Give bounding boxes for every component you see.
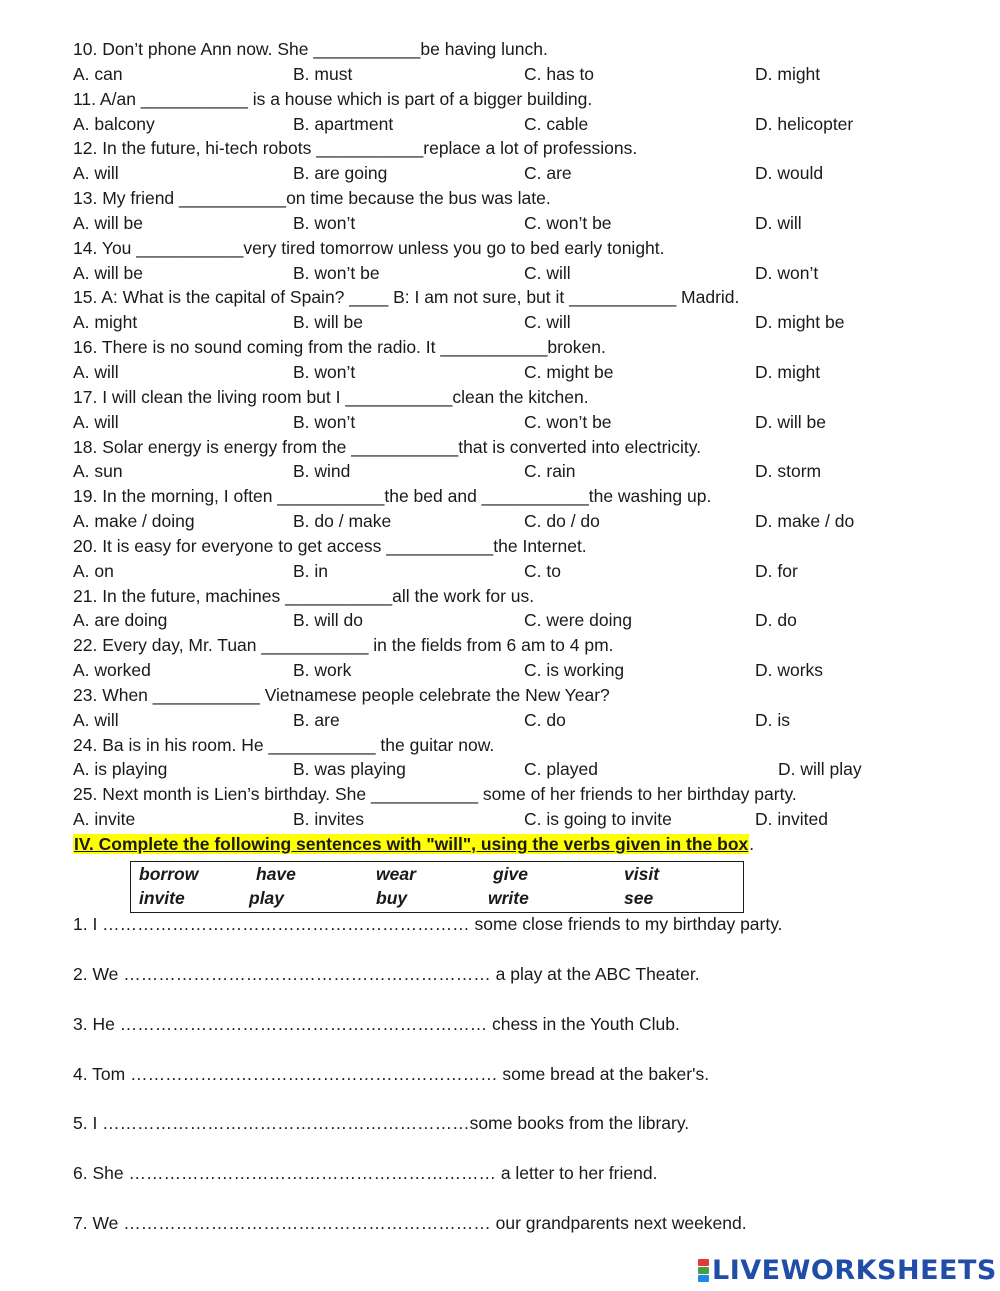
option-c[interactable]: C. is working — [524, 660, 625, 681]
verb-buy: buy — [376, 888, 408, 908]
option-a[interactable]: A. can — [73, 63, 123, 84]
option-b[interactable]: B. must — [293, 63, 353, 84]
options-row — [73, 459, 973, 484]
logo-mark-block — [698, 1275, 709, 1282]
fill-sentence[interactable]: 4. Tom ……………………………………………………… some bread at the baker's. — [73, 1064, 710, 1084]
option-d[interactable]: D. is — [755, 709, 790, 730]
question-line: 19. In the morning, I often ___________the bed and ___________the washing up. — [73, 486, 712, 507]
option-d[interactable]: D. make / do — [755, 511, 855, 532]
option-a[interactable]: A. worked — [73, 660, 151, 681]
question-line: 20. It is easy for everyone to get access ___________the Internet. — [73, 535, 587, 556]
option-b[interactable]: B. won’t — [293, 212, 356, 233]
option-d[interactable]: D. might be — [755, 312, 845, 333]
option-a[interactable]: A. on — [73, 560, 114, 581]
question-line: 11. A/an ___________ is a house which is part of a bigger building. — [73, 88, 593, 109]
option-b[interactable]: B. won’t — [293, 411, 356, 432]
verb-write: write — [488, 888, 529, 908]
option-c[interactable]: C. do — [524, 709, 566, 730]
options-row — [73, 261, 973, 286]
heading-period: . — [749, 834, 755, 854]
option-d[interactable]: D. will be — [755, 411, 826, 432]
section-heading-row — [73, 832, 973, 857]
logo-mark-block — [698, 1267, 709, 1274]
question-line: 14. You ___________very tired tomorrow unless you go to bed early tonight. — [73, 237, 665, 258]
option-c[interactable]: C. is going to invite — [524, 809, 672, 830]
option-d[interactable]: D. won’t — [755, 262, 819, 283]
options-row — [73, 360, 973, 385]
logo-mark-icon — [698, 1258, 709, 1282]
option-a[interactable]: A. will — [73, 361, 119, 382]
option-a[interactable]: A. are doing — [73, 610, 168, 631]
option-c[interactable]: C. won’t be — [524, 411, 612, 432]
options-row — [73, 62, 973, 87]
options-row — [73, 161, 973, 186]
question-line: 13. My friend ___________on time because the bus was late. — [73, 188, 551, 209]
fill-sentence[interactable]: 1. I ……………………………………………………… some close friends to my birthday party. — [73, 914, 783, 934]
option-b[interactable]: B. are — [293, 709, 340, 730]
option-b[interactable]: B. will be — [293, 312, 364, 333]
option-c[interactable]: C. to — [524, 560, 561, 581]
options-row — [73, 509, 973, 534]
options-row — [73, 757, 973, 782]
option-b[interactable]: B. will do — [293, 610, 364, 631]
fill-sentence[interactable]: 5. I ………………………………………………………some books from the library. — [73, 1113, 690, 1133]
options-row — [73, 658, 973, 683]
question-line: 21. In the future, machines ___________all the work for us. — [73, 585, 535, 606]
verb-play: play — [249, 888, 285, 908]
question-line: 15. A: What is the capital of Spain? ____ B: I am not sure, but it ___________ Madrid. — [73, 287, 740, 308]
options-row — [73, 112, 973, 137]
verb-wear: wear — [376, 864, 416, 884]
fill-sentence[interactable]: 6. She ……………………………………………………… a letter to her friend. — [73, 1163, 658, 1183]
option-d[interactable]: D. might — [755, 63, 821, 84]
liveworksheets-logo — [698, 1255, 997, 1285]
option-c[interactable]: C. played — [524, 759, 598, 780]
question-line: 24. Ba is in his room. He ___________ the guitar now. — [73, 734, 495, 755]
fill-sentence[interactable]: 7. We ……………………………………………………… our grandparents next weekend. — [73, 1213, 747, 1233]
option-d[interactable]: D. do — [755, 610, 797, 631]
worksheet-page — [73, 37, 973, 1233]
verb-visit: visit — [624, 864, 660, 884]
verb-borrow: borrow — [139, 864, 199, 884]
option-d[interactable]: D. will — [755, 212, 802, 233]
logo-mark-block — [698, 1259, 709, 1266]
option-b[interactable]: B. won’t — [293, 361, 356, 382]
option-a[interactable]: A. sun — [73, 461, 123, 482]
option-a[interactable]: A. invite — [73, 809, 136, 830]
verb-invite: invite — [139, 888, 185, 908]
option-a[interactable]: A. balcony — [73, 113, 155, 134]
option-a[interactable]: A. make / doing — [73, 511, 195, 532]
option-a[interactable]: A. will be — [73, 262, 144, 283]
options-row — [73, 608, 973, 633]
option-b[interactable]: B. in — [293, 560, 329, 581]
verb-give: give — [493, 864, 529, 884]
question-line: 18. Solar energy is energy from the ___________that is converted into electricity. — [73, 436, 702, 457]
option-d[interactable]: D. helicopter — [755, 113, 854, 134]
option-b[interactable]: B. was playing — [293, 759, 406, 780]
option-c[interactable]: C. are — [524, 163, 572, 184]
options-row — [73, 807, 973, 832]
option-c[interactable]: C. will — [524, 312, 571, 333]
option-b[interactable]: B. are going — [293, 163, 388, 184]
option-c[interactable]: C. won’t be — [524, 212, 612, 233]
verb-have: have — [256, 864, 296, 884]
question-line: 22. Every day, Mr. Tuan ___________ in the fields from 6 am to 4 pm. — [73, 635, 614, 656]
option-a[interactable]: A. will — [73, 709, 119, 730]
option-c[interactable]: C. might be — [524, 361, 614, 382]
verb-row-1 — [131, 862, 743, 886]
option-a[interactable]: A. might — [73, 312, 138, 333]
option-c[interactable]: C. rain — [524, 461, 576, 482]
fill-sentence[interactable]: 2. We ……………………………………………………… a play at the ABC Theater. — [73, 964, 700, 984]
options-row — [73, 708, 973, 733]
question-line: 10. Don’t phone Ann now. She ___________be having lunch. — [73, 39, 548, 59]
option-b[interactable]: B. apartment — [293, 113, 394, 134]
option-d[interactable]: D. works — [755, 660, 824, 681]
option-b[interactable]: B. won’t be — [293, 262, 380, 283]
option-c[interactable]: C. were doing — [524, 610, 632, 631]
verb-box — [130, 861, 744, 913]
multiple-choice-section — [73, 37, 973, 832]
option-b[interactable]: B. work — [293, 660, 352, 681]
section-4-heading: IV. Complete the following sentences with "will", using the verbs given in the box — [74, 834, 749, 854]
option-c[interactable]: C. cable — [524, 113, 589, 134]
option-d[interactable]: D. will play — [778, 759, 862, 780]
option-a[interactable]: A. will be — [73, 212, 144, 233]
fill-sentence[interactable]: 3. He ……………………………………………………… chess in the Youth Club. — [73, 1014, 680, 1034]
option-c[interactable]: C. do / do — [524, 511, 600, 532]
option-a[interactable]: A. will — [73, 163, 119, 184]
option-d[interactable]: D. storm — [755, 461, 822, 482]
options-row — [73, 211, 973, 236]
option-d[interactable]: D. might — [755, 361, 821, 382]
question-line: 25. Next month is Lien’s birthday. She ___________ some of her friends to her birthday party. — [73, 784, 797, 805]
verb-see: see — [624, 888, 654, 908]
logo-text: LIVEWORKSHEETS — [712, 1254, 997, 1286]
option-c[interactable]: C. has to — [524, 63, 595, 84]
option-b[interactable]: B. invites — [293, 809, 364, 830]
question-line: 16. There is no sound coming from the radio. It ___________broken. — [73, 337, 606, 358]
option-d[interactable]: D. invited — [755, 809, 828, 830]
options-row — [73, 410, 973, 435]
question-line: 12. In the future, hi-tech robots ___________replace a lot of professions. — [73, 138, 638, 159]
option-a[interactable]: A. is playing — [73, 759, 168, 780]
option-c[interactable]: C. will — [524, 262, 571, 283]
question-line: 17. I will clean the living room but I ___________clean the kitchen. — [73, 386, 589, 407]
option-a[interactable]: A. will — [73, 411, 119, 432]
question-line: 23. When ___________ Vietnamese people celebrate the New Year? — [73, 684, 610, 705]
options-row — [73, 559, 973, 584]
option-b[interactable]: B. wind — [293, 461, 351, 482]
option-d[interactable]: D. for — [755, 560, 798, 581]
option-d[interactable]: D. would — [755, 163, 824, 184]
options-row — [73, 310, 973, 335]
verb-row-2 — [131, 886, 743, 910]
option-b[interactable]: B. do / make — [293, 511, 392, 532]
